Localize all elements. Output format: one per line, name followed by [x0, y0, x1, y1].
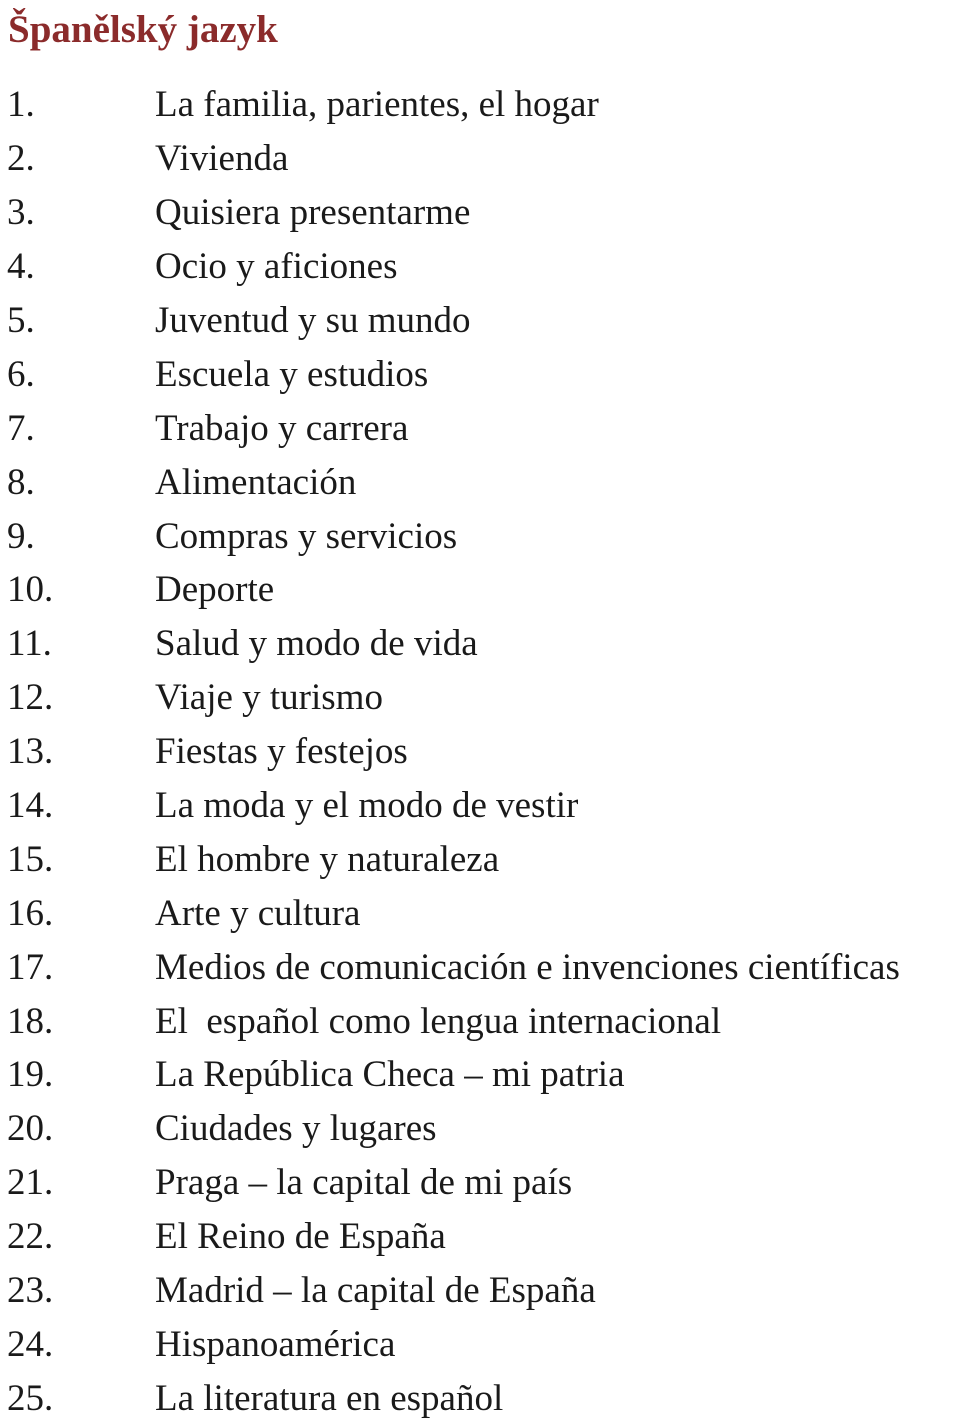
list-item — [0, 240, 900, 294]
topic-label: Praga – la capital de mi país — [155, 1162, 573, 1204]
list-item — [0, 994, 900, 1048]
topic-number: 8. — [7, 461, 35, 503]
list-item — [0, 563, 900, 617]
topic-label: La familia, parientes, el hogar — [155, 84, 599, 126]
topic-label: Ciudades y lugares — [155, 1108, 437, 1150]
topic-label: Trabajo y carrera — [155, 407, 409, 449]
topic-number: 3. — [7, 192, 35, 234]
list-item — [0, 347, 900, 401]
list-item — [0, 1210, 900, 1264]
topic-number: 12. — [7, 677, 54, 719]
list-item — [0, 1102, 900, 1156]
list-item — [0, 1048, 900, 1102]
topic-number: 15. — [7, 838, 54, 880]
topic-label: Quisiera presentarme — [155, 192, 471, 234]
topic-number: 10. — [7, 569, 54, 611]
topic-number: 14. — [7, 785, 54, 827]
topic-label: Medios de comunicación e invenciones científicas — [155, 946, 900, 988]
topic-label: La República Checa – mi patria — [155, 1054, 625, 1096]
topic-number: 25. — [7, 1377, 54, 1419]
topic-label: Salud y modo de vida — [155, 623, 478, 665]
list-item — [0, 832, 900, 886]
list-item — [0, 725, 900, 779]
list-item — [0, 186, 900, 240]
topic-number: 4. — [7, 246, 35, 288]
topic-number: 6. — [7, 353, 35, 395]
topic-label: El hombre y naturaleza — [155, 838, 500, 880]
topic-number: 11. — [7, 623, 52, 665]
list-item — [0, 132, 900, 186]
list-item — [0, 1317, 900, 1371]
topic-label: El Reino de España — [155, 1216, 446, 1258]
list-item — [0, 671, 900, 725]
topic-number: 7. — [7, 407, 35, 449]
topic-number: 22. — [7, 1216, 54, 1258]
page-title: Španělský jazyk — [8, 8, 278, 51]
list-item — [0, 1156, 900, 1210]
list-item — [0, 455, 900, 509]
topic-number: 16. — [7, 892, 54, 934]
list-item — [0, 78, 900, 132]
topic-number: 13. — [7, 731, 54, 773]
topic-number: 19. — [7, 1054, 54, 1096]
topic-label: Compras y servicios — [155, 515, 458, 557]
topic-label: Vivienda — [155, 138, 289, 180]
topic-label: Escuela y estudios — [155, 353, 429, 395]
topic-number: 24. — [7, 1323, 54, 1365]
topic-number: 1. — [7, 84, 35, 126]
list-item — [0, 940, 900, 994]
topic-label: Hispanoamérica — [155, 1323, 396, 1365]
list-item — [0, 401, 900, 455]
list-item — [0, 1264, 900, 1318]
topic-label: Fiestas y festejos — [155, 731, 408, 773]
topic-number: 21. — [7, 1162, 54, 1204]
list-item — [0, 886, 900, 940]
list-item — [0, 509, 900, 563]
topic-number: 2. — [7, 138, 35, 180]
list-item — [0, 1371, 900, 1425]
topic-label: Alimentación — [155, 461, 357, 503]
topic-label: El español como lengua internacional — [155, 1000, 722, 1042]
topic-label: Deporte — [155, 569, 275, 611]
topic-label: Arte y cultura — [155, 892, 361, 934]
topic-label: Madrid – la capital de España — [155, 1270, 596, 1312]
topic-number: 23. — [7, 1270, 54, 1312]
topic-number: 5. — [7, 300, 35, 341]
list-item — [0, 617, 900, 671]
topic-label: Viaje y turismo — [155, 677, 383, 719]
topic-list — [0, 78, 900, 1425]
topic-label: Juventud y su mundo — [155, 300, 471, 341]
topic-number: 9. — [7, 515, 35, 557]
topic-label: La literatura en español — [155, 1377, 504, 1419]
topic-label: La moda y el modo de vestir — [155, 785, 579, 827]
topic-label: Ocio y aficiones — [155, 246, 398, 288]
topic-number: 20. — [7, 1108, 54, 1150]
topic-number: 17. — [7, 946, 54, 988]
list-item — [0, 294, 900, 348]
topic-number: 18. — [7, 1000, 54, 1042]
list-item — [0, 779, 900, 833]
